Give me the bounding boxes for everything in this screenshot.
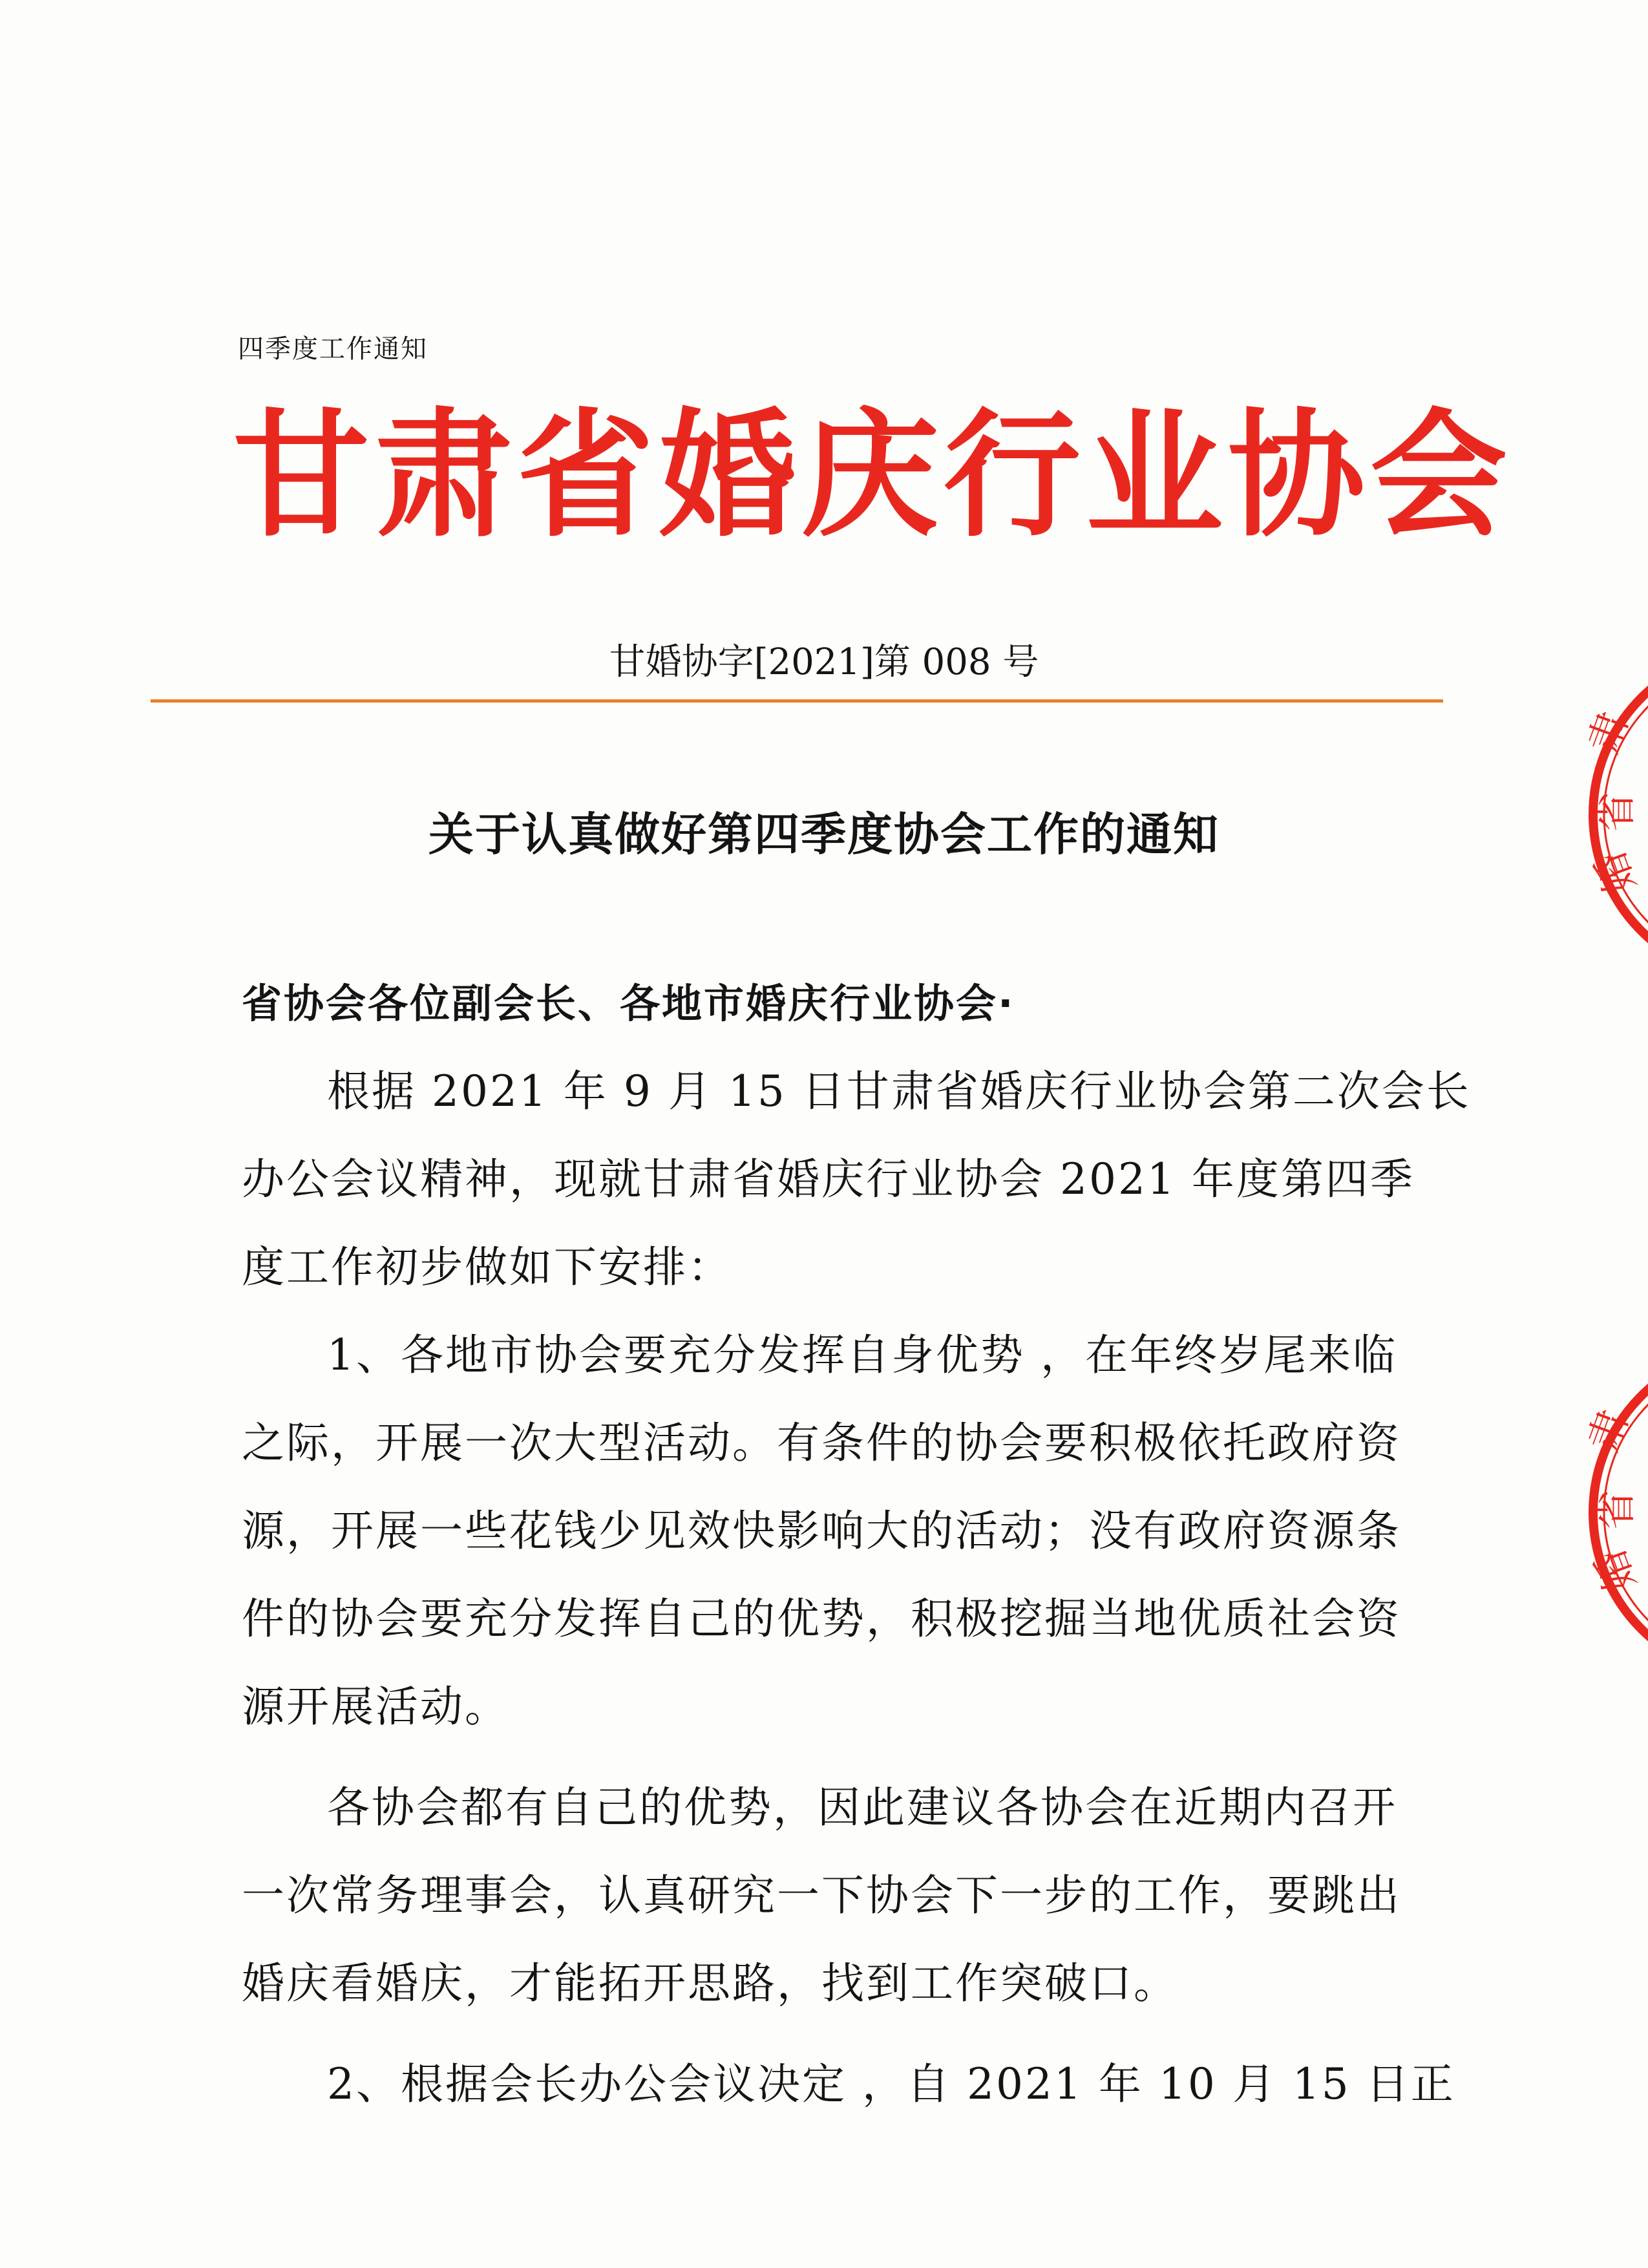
- seal-icon: [1577, 1383, 1648, 1642]
- body-line: 源，开展一些花钱少见效快影响大的活动；没有政府资源条: [242, 1506, 1401, 1556]
- notice-title: 关于认真做好第四季度协会工作的通知: [428, 807, 1220, 861]
- body-line: 件的协会要充分发挥自己的优势，积极挖掘当地优质社会资: [242, 1594, 1401, 1644]
- seal-icon: [1577, 685, 1648, 944]
- svg-text:省: 省: [1592, 1489, 1640, 1530]
- document-number: 甘婚协字[2021]第 008 号: [609, 641, 1039, 683]
- body-line: 办公会议精神，现就甘肃省婚庆行业协会 2021 年度第四季: [242, 1154, 1415, 1204]
- seal-stamp-bottom: [1577, 1383, 1648, 1642]
- body-line: 根据 2021 年 9 月 15 日甘肃省婚庆行业协会第二次会长: [327, 1066, 1471, 1116]
- svg-text:肃: 肃: [1579, 705, 1638, 760]
- seal-stamp-top: [1577, 685, 1648, 944]
- svg-text:省: 省: [1592, 791, 1640, 832]
- body-line: 2、根据会长办公会议决定 ，自 2021 年 10 月 15 日正: [327, 2059, 1455, 2109]
- body-line: 婚庆看婚庆，才能拓开思路，找到工作突破口。: [242, 1958, 1178, 2008]
- salutation: 省协会各位副会长、各地市婚庆行业协会·: [242, 980, 1015, 1027]
- body-line: 度工作初步做如下安排：: [242, 1242, 732, 1292]
- organization-letterhead: 甘肃省婚庆行业协会: [233, 396, 1512, 555]
- svg-text:婚: 婚: [1586, 1543, 1645, 1598]
- svg-text:婚: 婚: [1586, 845, 1645, 900]
- body-line: 1、各地市协会要充分发挥自身优势 ，在年终岁尾来临: [327, 1330, 1397, 1380]
- notice-body: [242, 960, 1471, 2128]
- body-line: 源开展活动。: [242, 1682, 509, 1732]
- svg-text:肃: 肃: [1579, 1403, 1638, 1458]
- body-line: 一次常务理事会，认真研究一下协会下一步的工作，要跳出: [242, 1871, 1401, 1920]
- letterhead-divider: [151, 699, 1443, 703]
- top-label: 四季度工作通知: [238, 334, 428, 364]
- body-line: 各协会都有自己的优势，因此建议各协会在近期内召开: [327, 1783, 1397, 1832]
- body-line: 之际，开展一次大型活动。有条件的协会要积极依托政府资: [242, 1418, 1401, 1468]
